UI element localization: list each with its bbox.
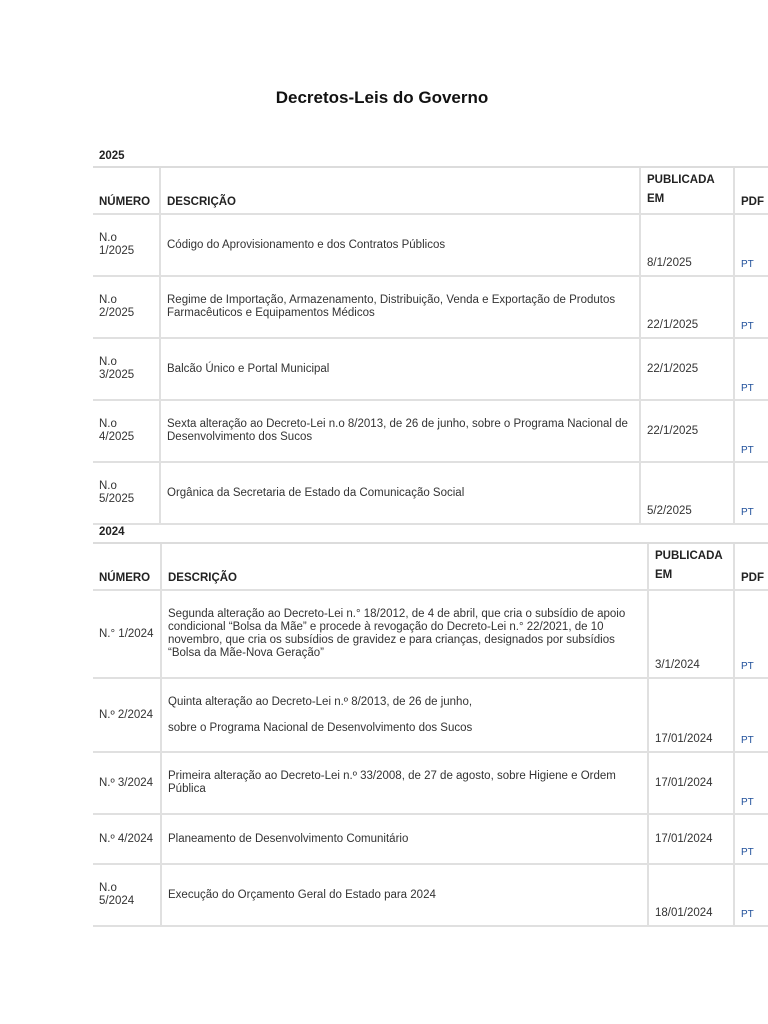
pdf-link-pt[interactable]: PT: [741, 259, 754, 270]
decrees-table-2025: [93, 168, 768, 525]
row-pdf: [734, 590, 768, 678]
row-numero: N.º 2/2024: [93, 678, 161, 752]
row-date: 22/1/2025: [640, 338, 734, 400]
table-row: [93, 814, 768, 864]
decrees-table-2024: [93, 544, 768, 927]
table-row: [93, 590, 768, 678]
pdf-link-pt[interactable]: PT: [741, 909, 754, 920]
pdf-link-pt[interactable]: PT: [741, 661, 754, 672]
row-numero: N.o 4/2025: [93, 400, 160, 462]
header-pdf: PDF: [734, 168, 768, 214]
pdf-link-pt[interactable]: PT: [741, 847, 754, 858]
pdf-link-pt[interactable]: PT: [741, 797, 754, 808]
row-numero: N.° 1/2024: [93, 590, 161, 678]
row-date: 18/01/2024: [648, 864, 734, 926]
row-numero: N.o 5/2025: [93, 462, 160, 524]
row-pdf: [734, 276, 768, 338]
row-pdf: [734, 214, 768, 276]
row-date: 3/1/2024: [648, 590, 734, 678]
row-date: 17/01/2024: [648, 678, 734, 752]
row-pdf: [734, 864, 768, 926]
row-descricao: Orgânica da Secretaria de Estado da Comunicação Social: [160, 462, 640, 524]
header-descricao: DESCRIÇÃO: [161, 544, 648, 590]
table-row: [93, 276, 768, 338]
row-date: 22/1/2025: [640, 400, 734, 462]
row-date: 22/1/2025: [640, 276, 734, 338]
table-row: [93, 752, 768, 814]
table-row: [93, 400, 768, 462]
row-pdf: [734, 400, 768, 462]
row-pdf: [734, 678, 768, 752]
row-descricao: Quinta alteração ao Decreto-Lei n.º 8/2013, de 26 de junho, sobre o Programa Nacional de Desenvolvimento dos Sucos: [161, 678, 648, 752]
row-pdf: [734, 814, 768, 864]
row-numero: N.o 1/2025: [93, 214, 160, 276]
row-date: 8/1/2025: [640, 214, 734, 276]
row-numero: N.o 5/2024: [93, 864, 161, 926]
row-numero: N.o 3/2025: [93, 338, 160, 400]
pdf-link-pt[interactable]: PT: [741, 445, 754, 456]
page-title: Decretos-Leis do Governo: [275, 88, 489, 107]
row-pdf: [734, 752, 768, 814]
row-descricao: Sexta alteração ao Decreto-Lei n.o 8/2013, de 26 de junho, sobre o Programa Nacional de Desenvolvimento dos Sucos: [160, 400, 640, 462]
row-date: 17/01/2024: [648, 752, 734, 814]
row-numero: N.º 4/2024: [93, 814, 161, 864]
row-descricao: Primeira alteração ao Decreto-Lei n.º 33/2008, de 27 de agosto, sobre Higiene e Ordem Pública: [161, 752, 648, 814]
pdf-link-pt[interactable]: PT: [741, 383, 754, 394]
table-row: [93, 864, 768, 926]
row-descricao: Planeamento de Desenvolvimento Comunitário: [161, 814, 648, 864]
header-numero: NÚMERO: [93, 544, 161, 590]
section-2025: [93, 146, 768, 525]
header-descricao: DESCRIÇÃO: [160, 168, 640, 214]
row-date: 17/01/2024: [648, 814, 734, 864]
table-row: [93, 214, 768, 276]
table-row: [93, 462, 768, 524]
section-year: 2024: [93, 522, 768, 544]
row-descricao: Código do Aprovisionamento e dos Contratos Públicos: [160, 214, 640, 276]
row-descricao: Segunda alteração ao Decreto-Lei n.° 18/2012, de 4 de abril, que cria o subsídio de apoio condicional “Bolsa da Mãe” e procede à revogação do Decreto-Lei n.° 22/2021, de 10 novembro, que cria os subsídios de gravidez e para crianças, designados por subsídios “Bolsa da Mãe-Nova Geração”: [161, 590, 648, 678]
pdf-link-pt[interactable]: PT: [741, 321, 754, 332]
section-year: 2025: [93, 146, 768, 168]
header-numero: NÚMERO: [93, 168, 160, 214]
pdf-link-pt[interactable]: PT: [741, 507, 754, 518]
row-date: 5/2/2025: [640, 462, 734, 524]
section-2024: [93, 522, 768, 927]
table-row: [93, 338, 768, 400]
header-publicada: PUBLICADA EM: [648, 544, 734, 590]
row-pdf: [734, 338, 768, 400]
row-pdf: [734, 462, 768, 524]
header-publicada: PUBLICADA EM: [640, 168, 734, 214]
pdf-link-pt[interactable]: PT: [741, 735, 754, 746]
table-header-row: [93, 168, 768, 214]
row-numero: N.º 3/2024: [93, 752, 161, 814]
table-row: [93, 678, 768, 752]
row-numero: N.o 2/2025: [93, 276, 160, 338]
row-descricao: Execução do Orçamento Geral do Estado para 2024: [161, 864, 648, 926]
row-descricao: Balcão Único e Portal Municipal: [160, 338, 640, 400]
header-pdf: PDF: [734, 544, 768, 590]
row-descricao: Regime de Importação, Armazenamento, Distribuição, Venda e Exportação de Produtos Farmacêuticos e Equipamentos Médicos: [160, 276, 640, 338]
table-header-row: [93, 544, 768, 590]
